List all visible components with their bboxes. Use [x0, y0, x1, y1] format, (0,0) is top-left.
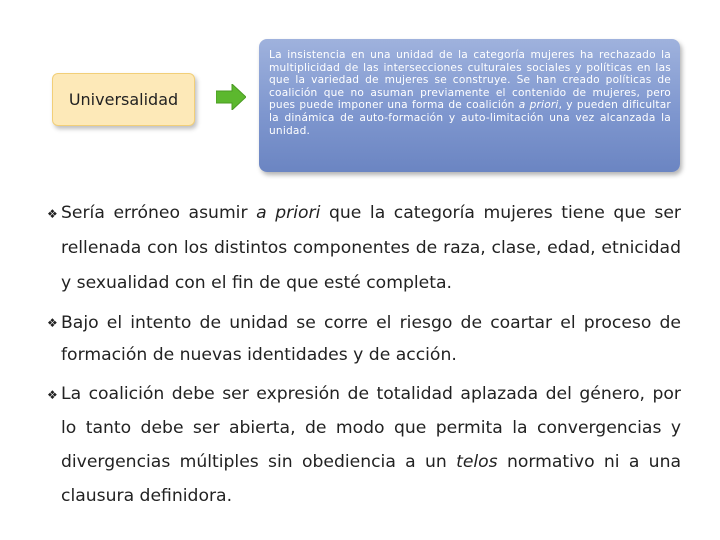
bullet-3-text-after: normativo ni a una clausura definidora. [61, 452, 682, 506]
quote-text-2: , y pueden dificultar la dinámica de auto-formación y auto-limitación una vez alcanzada la unidad. [269, 99, 671, 137]
bullet-1-text-before: Sería erróneo asumir [61, 203, 257, 223]
bullet-3-emphasis: telos [456, 452, 498, 472]
bullet-item [47, 307, 681, 371]
bullet-item [47, 196, 681, 301]
concept-label: Universalidad [68, 90, 179, 109]
diamond-bullet-icon: ❖ [47, 388, 58, 402]
bullet-1-emphasis: a priori [256, 203, 321, 223]
quote-text-1: La insistencia en una unidad de la categoría mujeres ha rechazado la multiplicidad de las intersecciones culturales sociales y políticas en las que la variedad de mujeres se construye. Se han creado políticas de coalición que no asuman previamente el contenido de mujeres, pero pues puede imponer una forma de coalición [269, 49, 671, 112]
diamond-bullet-icon: ❖ [47, 207, 58, 221]
bullet-2-text: Bajo el intento de unidad se corre el riesgo de coartar el proceso de formación de nuevas identidades y de acción. [61, 313, 681, 365]
bullet-1-text-after: que la categoría mujeres tiene que ser rellenada con los distintos componentes de raza, clase, edad, etnicidad y sexualidad con el fin de que esté completa. [61, 203, 681, 293]
concept-box [52, 73, 195, 126]
quote-emphasis: a priori [518, 99, 559, 112]
bullet-3-text-before: La coalición debe ser expresión de totalidad aplazada del género, por lo tanto debe ser abierta, de modo que permita la convergencias y divergencias múltiples sin obediencia a un [61, 384, 681, 472]
bullet-item [47, 377, 681, 513]
right-arrow-icon [216, 84, 246, 110]
bullet-list [47, 196, 681, 513]
quote-box [259, 39, 680, 172]
diamond-bullet-icon: ❖ [47, 316, 58, 330]
